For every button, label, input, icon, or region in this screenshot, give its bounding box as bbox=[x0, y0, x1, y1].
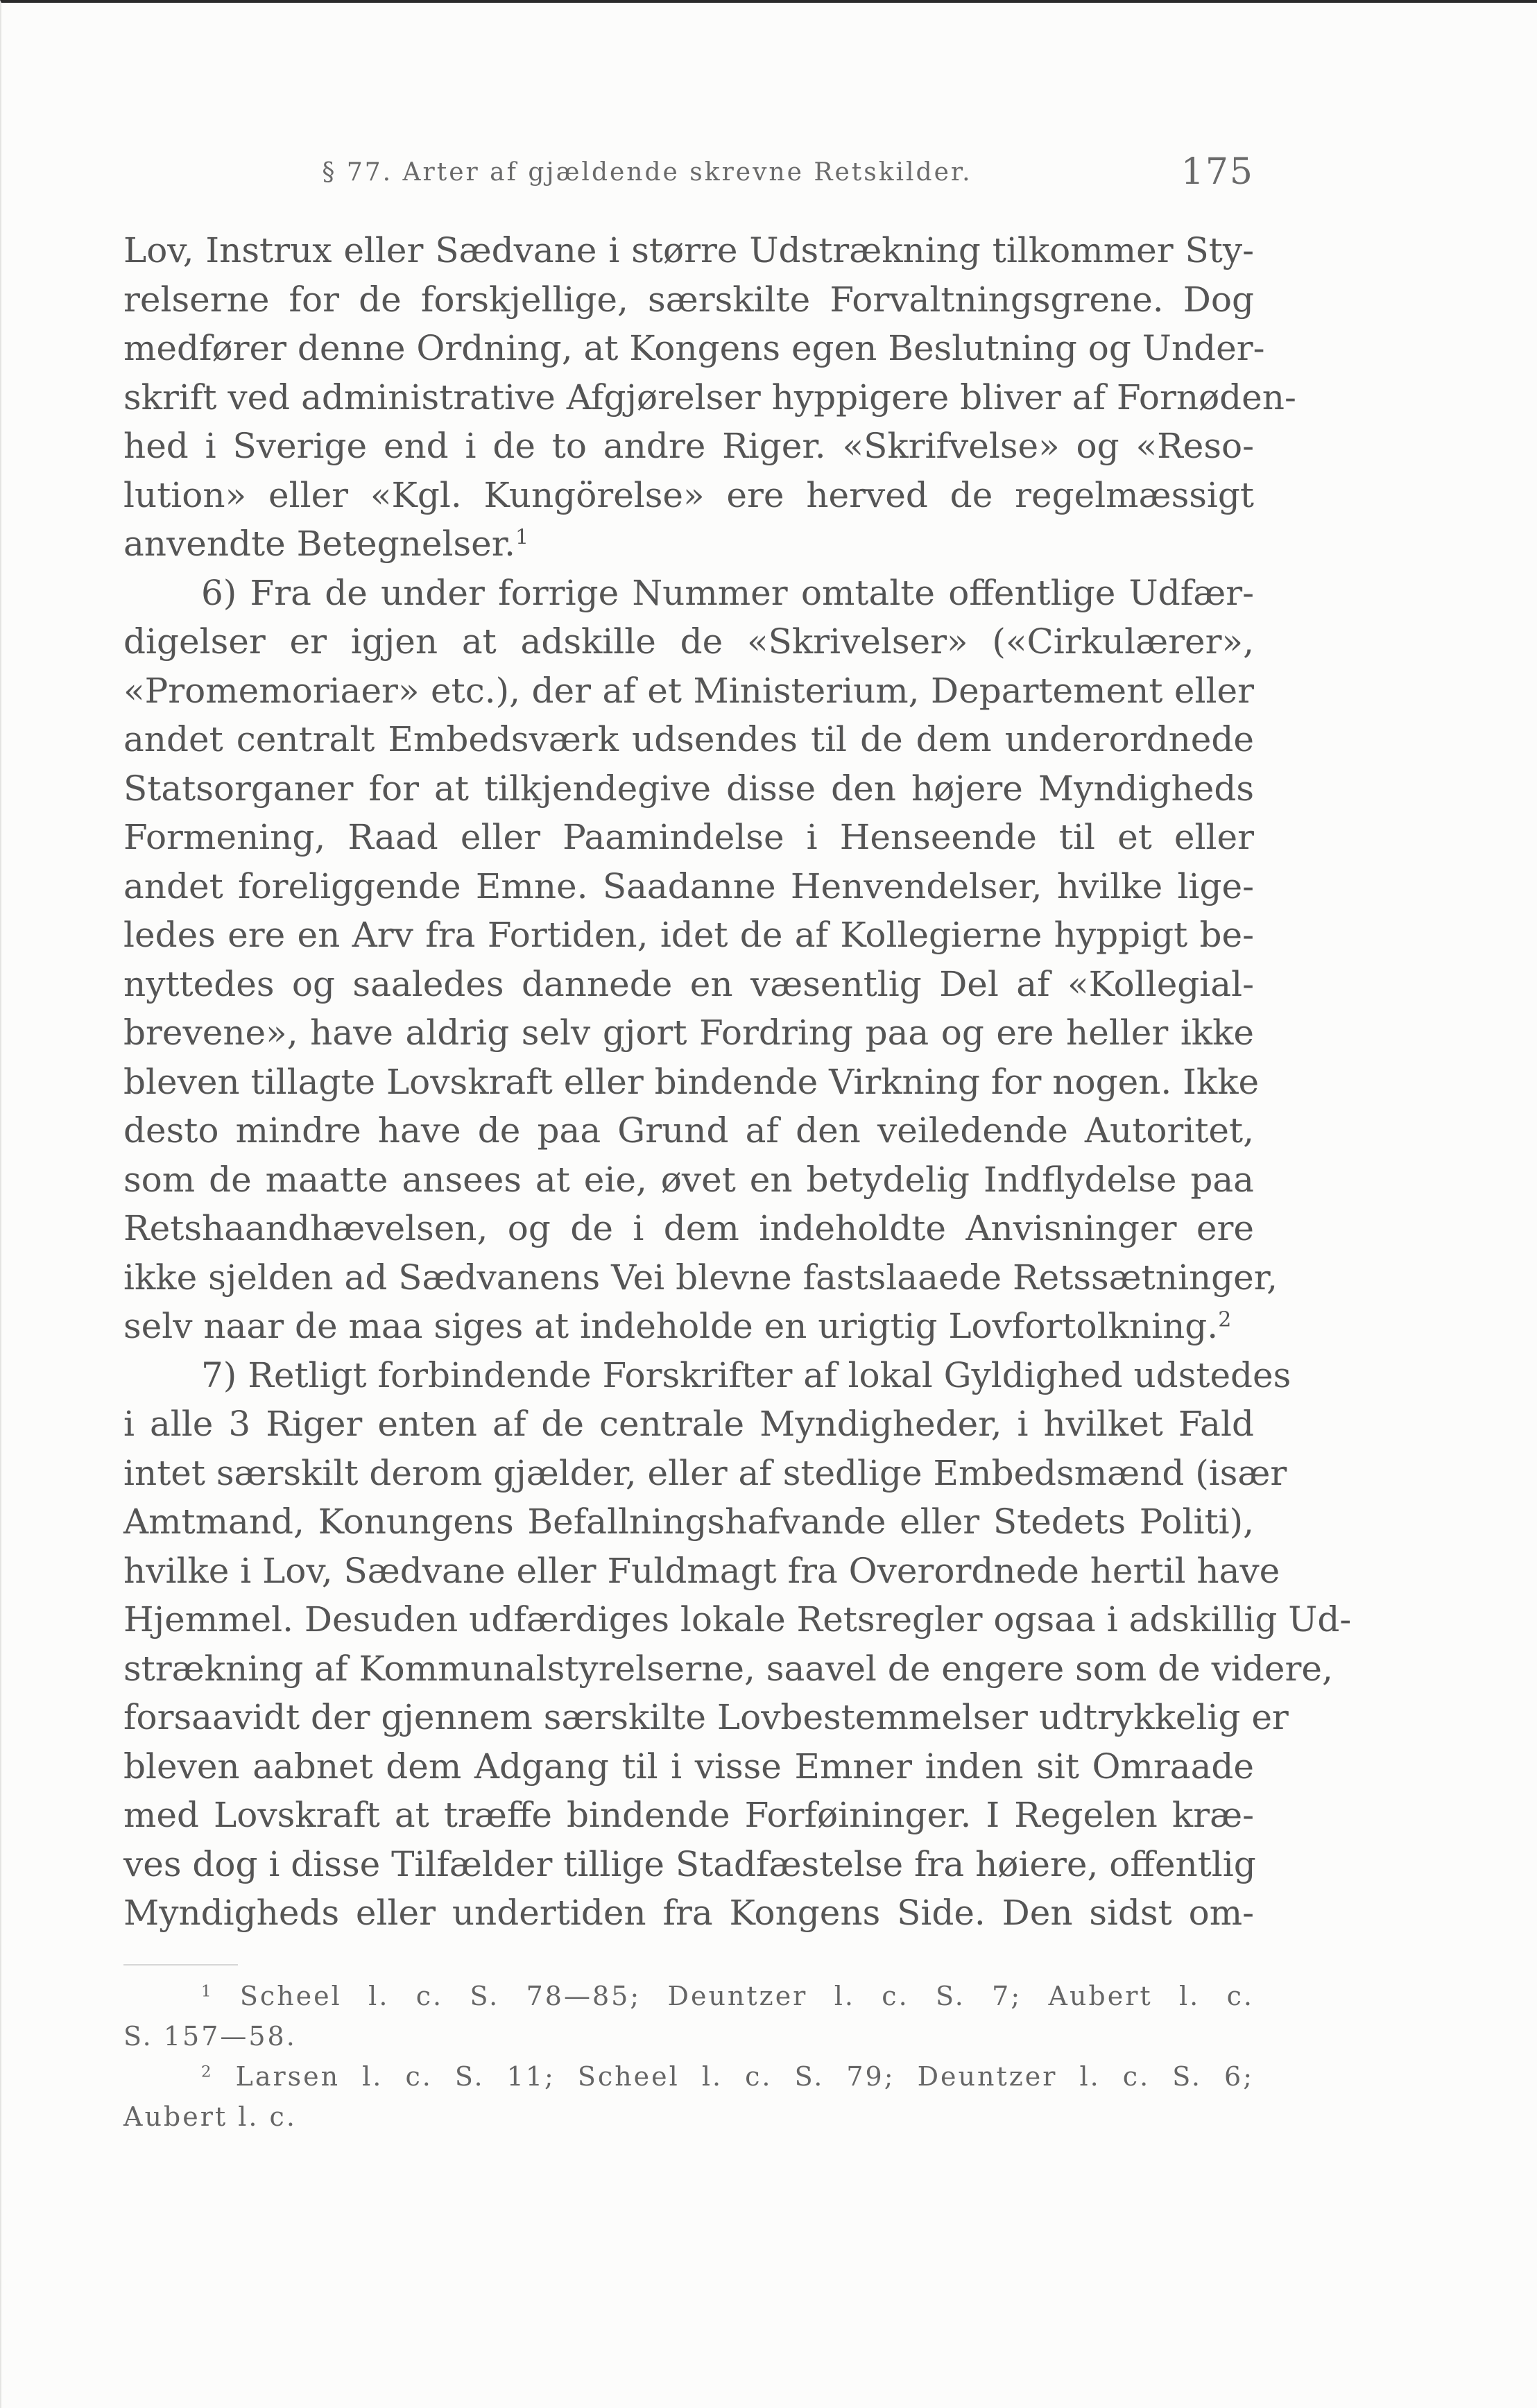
text-line: ikke sjelden ad Sædvanens Vei blevne fastslaaede Retssætninger, bbox=[123, 1257, 1278, 1298]
text-line: forsaavidt der gjennem særskilte Lovbestemmelser udtrykkelig er bbox=[123, 1697, 1289, 1737]
text-line: Statsorganer for at tilkjendegive disse den højere Myndigheds bbox=[123, 768, 1254, 809]
footnote-mark-1: 1 bbox=[201, 1982, 214, 2001]
text-line: skrift ved administrative Afgjørelser hyppigere bliver af Fornøden- bbox=[123, 377, 1296, 418]
paragraph-6-start: 6) Fra de under forrige Nummer omtalte offentlige Udfær- bbox=[201, 572, 1254, 613]
footnote-2: $^2$ Larsen l. c. S. 11; Scheel l. c. S. 79; Deuntzer l. c. S. 6; bbox=[201, 2061, 1254, 2092]
text-line: hvilke i Lov, Sædvane eller Fuldmagt fra Overordnede hertil have bbox=[123, 1550, 1280, 1591]
text-line: Formening, Raad eller Paamindelse i Henseende til et eller bbox=[123, 817, 1254, 857]
text-line: strækning af Kommunalstyrelserne, saavel de engere som de videre, bbox=[123, 1648, 1333, 1689]
text-line: hed i Sverige end i de to andre Riger. «Skrifvelse» og «Reso- bbox=[123, 426, 1254, 466]
text-line: i alle 3 Riger enten af de centrale Myndigheder, i hvilket Fald bbox=[123, 1404, 1254, 1444]
text-line: medfører denne Ordning, at Kongens egen Beslutning og Under- bbox=[123, 328, 1265, 368]
footnote-1-cont: S. 157—58. bbox=[123, 2021, 297, 2052]
running-title: § 77. Arter af gjældende skrevne Retskilder. bbox=[322, 158, 972, 187]
footnote-ref-1[interactable]: 1 bbox=[515, 525, 529, 550]
text-line: med Lovskraft at træffe bindende Forføininger. I Regelen kræ- bbox=[123, 1795, 1254, 1835]
text-line: andet foreliggende Emne. Saadanne Henvendelser, hvilke lige- bbox=[123, 866, 1254, 906]
text-line: ves dog i disse Tilfælder tillige Stadfæstelse fra høiere, offentlig bbox=[123, 1843, 1256, 1884]
text-line: «Promemoriaer» etc.), der af et Ministerium, Departement eller bbox=[123, 670, 1254, 711]
footnotes bbox=[123, 1976, 1254, 2137]
body-text bbox=[123, 226, 1352, 1938]
page-header bbox=[123, 151, 1254, 200]
page-number: 175 bbox=[1180, 151, 1254, 193]
text-line: Hjemmel. Desuden udfærdiges lokale Retsregler ogsaa i adskillig Ud- bbox=[123, 1599, 1352, 1640]
text-line: desto mindre have de paa Grund af den veiledende Autoritet, bbox=[123, 1110, 1254, 1151]
text-line: Lov, Instrux eller Sædvane i større Udstrækning tilkommer Sty- bbox=[123, 230, 1254, 270]
text-line-with-footnote: anvendte Betegnelser.$^1$ bbox=[123, 524, 529, 564]
footnote-1: $^1$ Scheel l. c. S. 78—85; Deuntzer l. c. S. 7; Aubert l. c. bbox=[201, 1981, 1254, 2011]
footnote-mark-2: 2 bbox=[201, 2063, 214, 2081]
text-line: lution» eller «Kgl. Kungörelse» ere herved de regelmæssigt bbox=[123, 474, 1254, 515]
text-line: nyttedes og saaledes dannede en væsentlig Del af «Kollegial- bbox=[123, 963, 1254, 1004]
text-line-with-footnote: selv naar de maa siges at indeholde en urigtig Lovfortolkning.$^2$ bbox=[123, 1306, 1232, 1346]
footnote-ref-2[interactable]: 2 bbox=[1218, 1307, 1232, 1332]
text-line: ledes ere en Arv fra Fortiden, idet de af Kollegierne hyppigt be- bbox=[123, 915, 1254, 955]
text-line: bleven tillagte Lovskraft eller bindende Virkning for nogen. Ikke bbox=[123, 1061, 1260, 1102]
text-line: andet centralt Embedsværk udsendes til de dem underordnede bbox=[123, 719, 1254, 759]
text-line: Amtmand, Konungens Befallningshafvande eller Stedets Politi), bbox=[123, 1502, 1254, 1542]
text-line: relserne for de forskjellige, særskilte Forvaltningsgrene. Dog bbox=[123, 279, 1254, 320]
footnote-separator bbox=[123, 1964, 238, 1966]
text-line: som de maatte ansees at eie, øvet en betydelig Indflydelse paa bbox=[123, 1159, 1254, 1200]
text-line: digelser er igjen at adskille de «Skrivelser» («Cirkulærer», bbox=[123, 621, 1254, 662]
footnote-2-cont: Aubert l. c. bbox=[123, 2101, 297, 2132]
paragraph-7-start: 7) Retligt forbindende Forskrifter af lokal Gyldighed udstedes bbox=[201, 1354, 1291, 1395]
text-line: brevene», have aldrig selv gjort Fordring paa og ere heller ikke bbox=[123, 1013, 1254, 1053]
text-line: Myndigheds eller undertiden fra Kongens Side. Den sidst om- bbox=[123, 1893, 1254, 1933]
text-line: Retshaandhævelsen, og de i dem indeholdte Anvisninger ere bbox=[123, 1208, 1254, 1248]
text-line: intet særskilt derom gjælder, eller af stedlige Embedsmænd (især bbox=[123, 1452, 1287, 1493]
text-line: bleven aabnet dem Adgang til i visse Emner inden sit Omraade bbox=[123, 1746, 1254, 1787]
